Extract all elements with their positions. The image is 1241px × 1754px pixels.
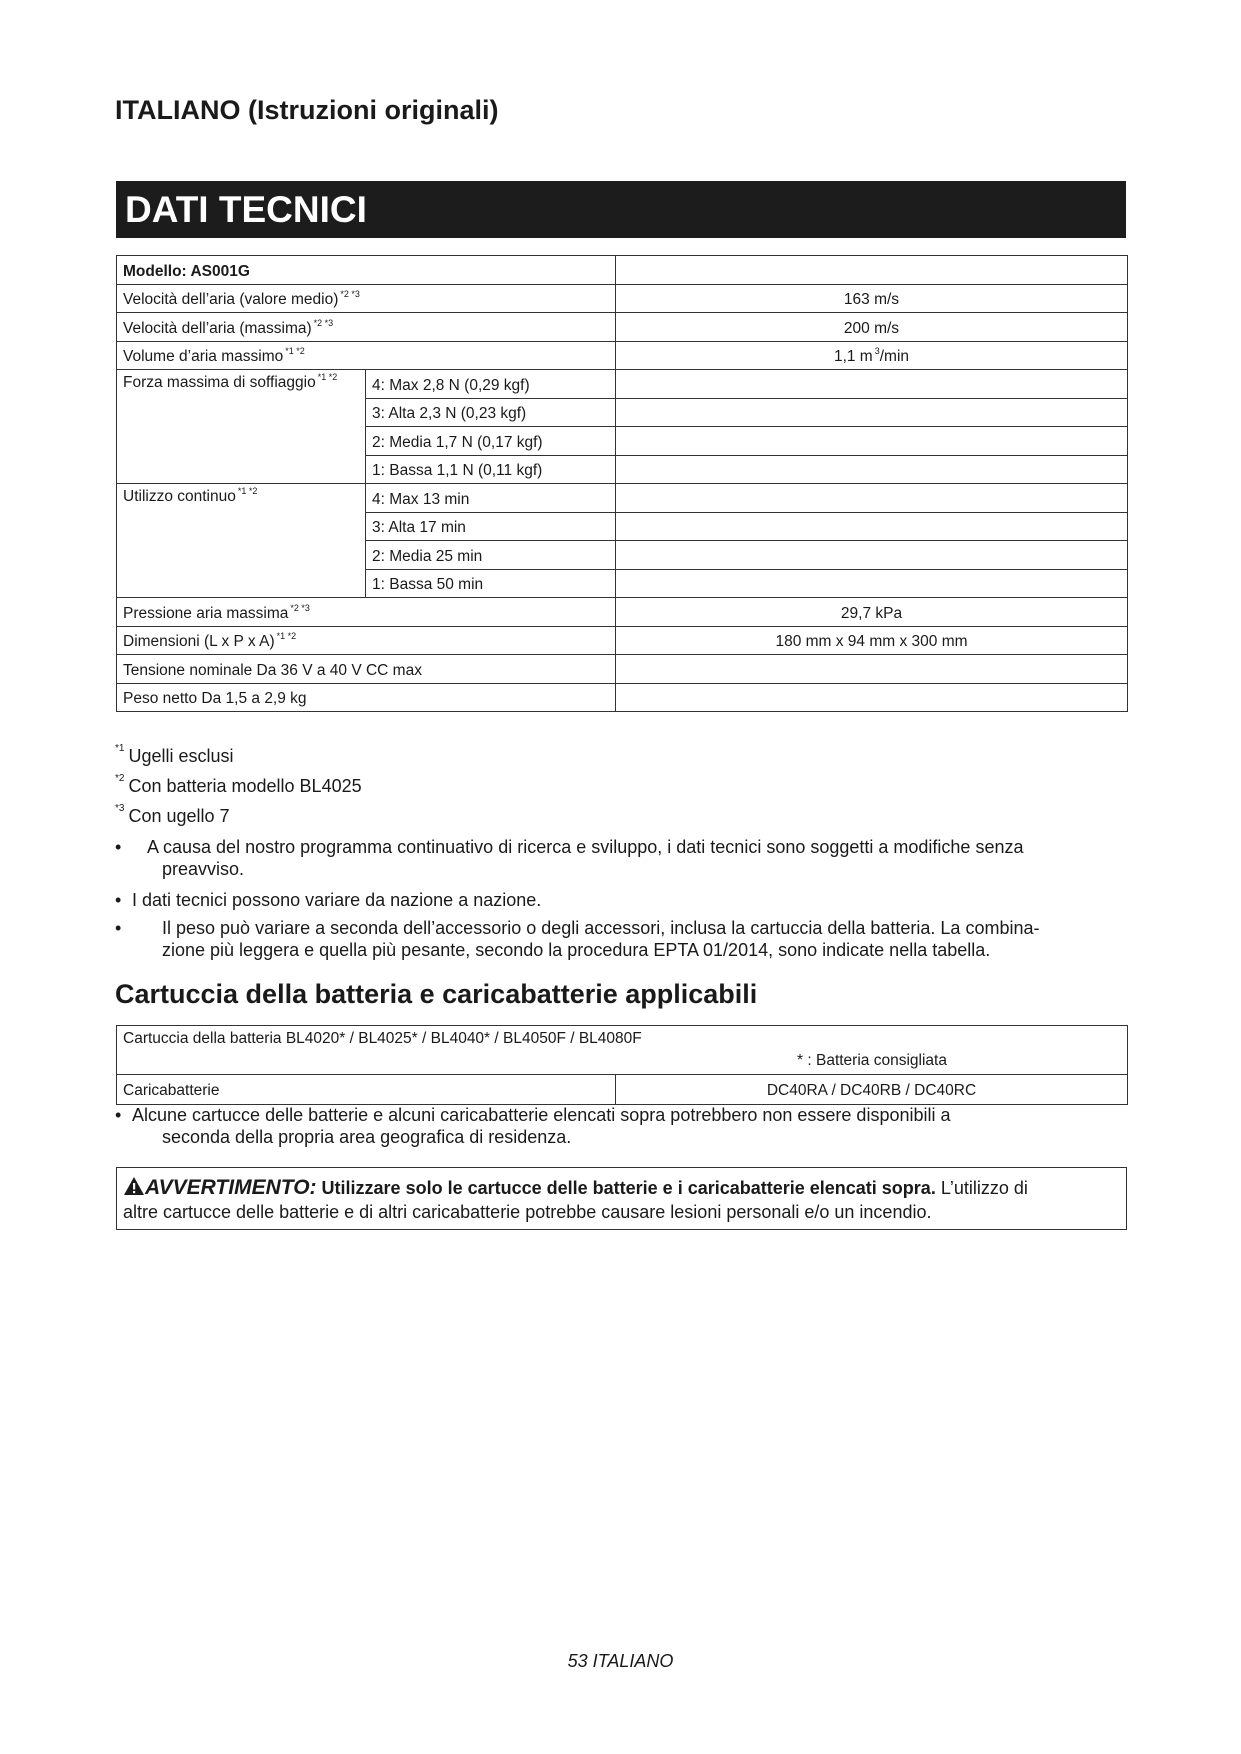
table-row bbox=[117, 484, 1128, 513]
table-row bbox=[117, 370, 1128, 399]
warning-heading: AVVERTIMENTO: bbox=[145, 1176, 317, 1199]
cartridge-cell bbox=[117, 1026, 1128, 1075]
warning-text: L’utilizzo di bbox=[935, 1178, 1028, 1198]
table-row bbox=[117, 256, 1128, 285]
mode-value: 4: Max 13 min bbox=[366, 484, 616, 513]
battery-table bbox=[116, 1025, 1128, 1105]
charger-label: Caricabatterie bbox=[117, 1075, 616, 1105]
warning-icon bbox=[123, 1176, 145, 1196]
footnote-ref: *2 *3 bbox=[290, 602, 310, 613]
cartridge-text: Cartuccia della batteria BL4020* / BL4025* / BL4040* / BL4050F / BL4080F bbox=[123, 1030, 642, 1047]
page-footer: 53 ITALIANO bbox=[567, 1651, 674, 1671]
charger-value: DC40RA / DC40RB / DC40RC bbox=[616, 1075, 1128, 1105]
table-row bbox=[117, 598, 1128, 627]
table-row bbox=[117, 626, 1128, 655]
spec-value bbox=[616, 655, 1128, 684]
footnote-ref: *1 *2 bbox=[285, 346, 305, 356]
spec-label: Dimensioni (L x P x A) $^{*1 *2}$ bbox=[117, 626, 616, 655]
table-row bbox=[117, 313, 1128, 342]
table-row bbox=[117, 1075, 1128, 1105]
recommended-note: * : Batteria consigliata bbox=[797, 1052, 947, 1069]
bullet-item: • A causa del nostro programma continuativo di ricerca e sviluppo, i dati tecnici sono soggetti a modifiche senza preavviso. bbox=[115, 837, 1024, 879]
footnote: $^{*3}$ Con ugello 7 bbox=[115, 803, 230, 826]
spec-value: 163 m/s bbox=[616, 284, 1128, 313]
spec-label: Velocità dell’aria (massima) $^{*2 *3}$ bbox=[117, 313, 616, 342]
footnote-ref: *2 *3 bbox=[313, 317, 334, 328]
mode-value: 2: Media 25 min bbox=[366, 541, 616, 570]
table-row bbox=[117, 655, 1128, 684]
mode-value: 1: Bassa 50 min bbox=[366, 569, 616, 598]
mode-value: 2: Media 1,7 N (0,17 kgf) bbox=[366, 427, 616, 456]
section-banner: DATI TECNICI bbox=[116, 181, 1126, 238]
footnote-ref: *1 *2 bbox=[317, 372, 338, 382]
spec-value: 180 mm x 94 mm x 300 mm bbox=[616, 626, 1128, 655]
battery-heading: Cartuccia della batteria e caricabatterie applicabili bbox=[115, 979, 758, 1009]
bullet-item: • Alcune cartucce delle batterie e alcuni caricabatterie elencati sopra potrebbero non essere disponibili a seconda della propria area geografica di residenza. bbox=[115, 1105, 951, 1147]
spec-label: Peso netto Da 1,5 a 2,9 kg bbox=[117, 683, 616, 712]
warning-box bbox=[116, 1167, 1127, 1230]
table-row bbox=[117, 1026, 1128, 1075]
bullet-item: • Il peso può variare a seconda dell’accessorio o degli accessori, inclusa la cartuccia della batteria. La combina- zione più leggera e quella più pesante, secondo la procedura EPTA 01/2014, sono indicate nella tabella. bbox=[115, 918, 1040, 960]
continuous-use-label: Utilizzo continuo $^{*1 *2}$ bbox=[117, 484, 366, 598]
model-label: Modello: AS001G bbox=[117, 256, 616, 285]
table-row bbox=[117, 284, 1128, 313]
spec-value bbox=[616, 683, 1128, 712]
table-row bbox=[117, 683, 1128, 712]
spec-label: Volume d’aria massimo $^{*1 *2}$ bbox=[117, 341, 616, 370]
blow-force-label: Forza massima di soffiaggio $^{*1 *2}$ bbox=[117, 370, 366, 484]
footnote: $^{*2}$ Con batteria modello BL4025 bbox=[115, 773, 362, 796]
table-row bbox=[117, 341, 1128, 370]
mode-value: 3: Alta 17 min bbox=[366, 512, 616, 541]
spec-value: 200 m/s bbox=[616, 313, 1128, 342]
footnote-ref: *1 *2 bbox=[276, 631, 297, 641]
spec-table bbox=[116, 255, 1128, 712]
spec-value: 1,1 m $^3$/min bbox=[616, 341, 1128, 370]
language-title: ITALIANO (Istruzioni originali) bbox=[115, 95, 499, 125]
mode-value: 3: Alta 2,3 N (0,23 kgf) bbox=[366, 398, 616, 427]
mode-value: 1: Bassa 1,1 N (0,11 kgf) bbox=[366, 455, 616, 484]
spec-label: Velocità dell’aria (valore medio) $^{*2 *3}$ bbox=[117, 284, 616, 313]
bullet-item: • I dati tecnici possono variare da nazione a nazione. bbox=[115, 890, 542, 910]
footnote-ref: *1 *2 bbox=[237, 486, 258, 496]
spec-label: Tensione nominale Da 36 V a 40 V CC max bbox=[117, 655, 616, 684]
mode-value: 4: Max 2,8 N (0,29 kgf) bbox=[366, 370, 616, 399]
spec-value: 29,7 kPa bbox=[616, 598, 1128, 627]
warning-text-line2: altre cartucce delle batterie e di altri caricabatterie potrebbe causare lesioni personali e/o un incendio. bbox=[123, 1202, 932, 1222]
warning-bold-text: Utilizzare solo le cartucce delle batterie e i caricabatterie elencati sopra. bbox=[321, 1178, 936, 1198]
footnote: $^{*1}$ Ugelli esclusi bbox=[115, 743, 234, 766]
spec-label: Pressione aria massima $^{*2 *3}$ bbox=[117, 598, 616, 627]
footnote-ref: *2 *3 bbox=[340, 289, 360, 299]
